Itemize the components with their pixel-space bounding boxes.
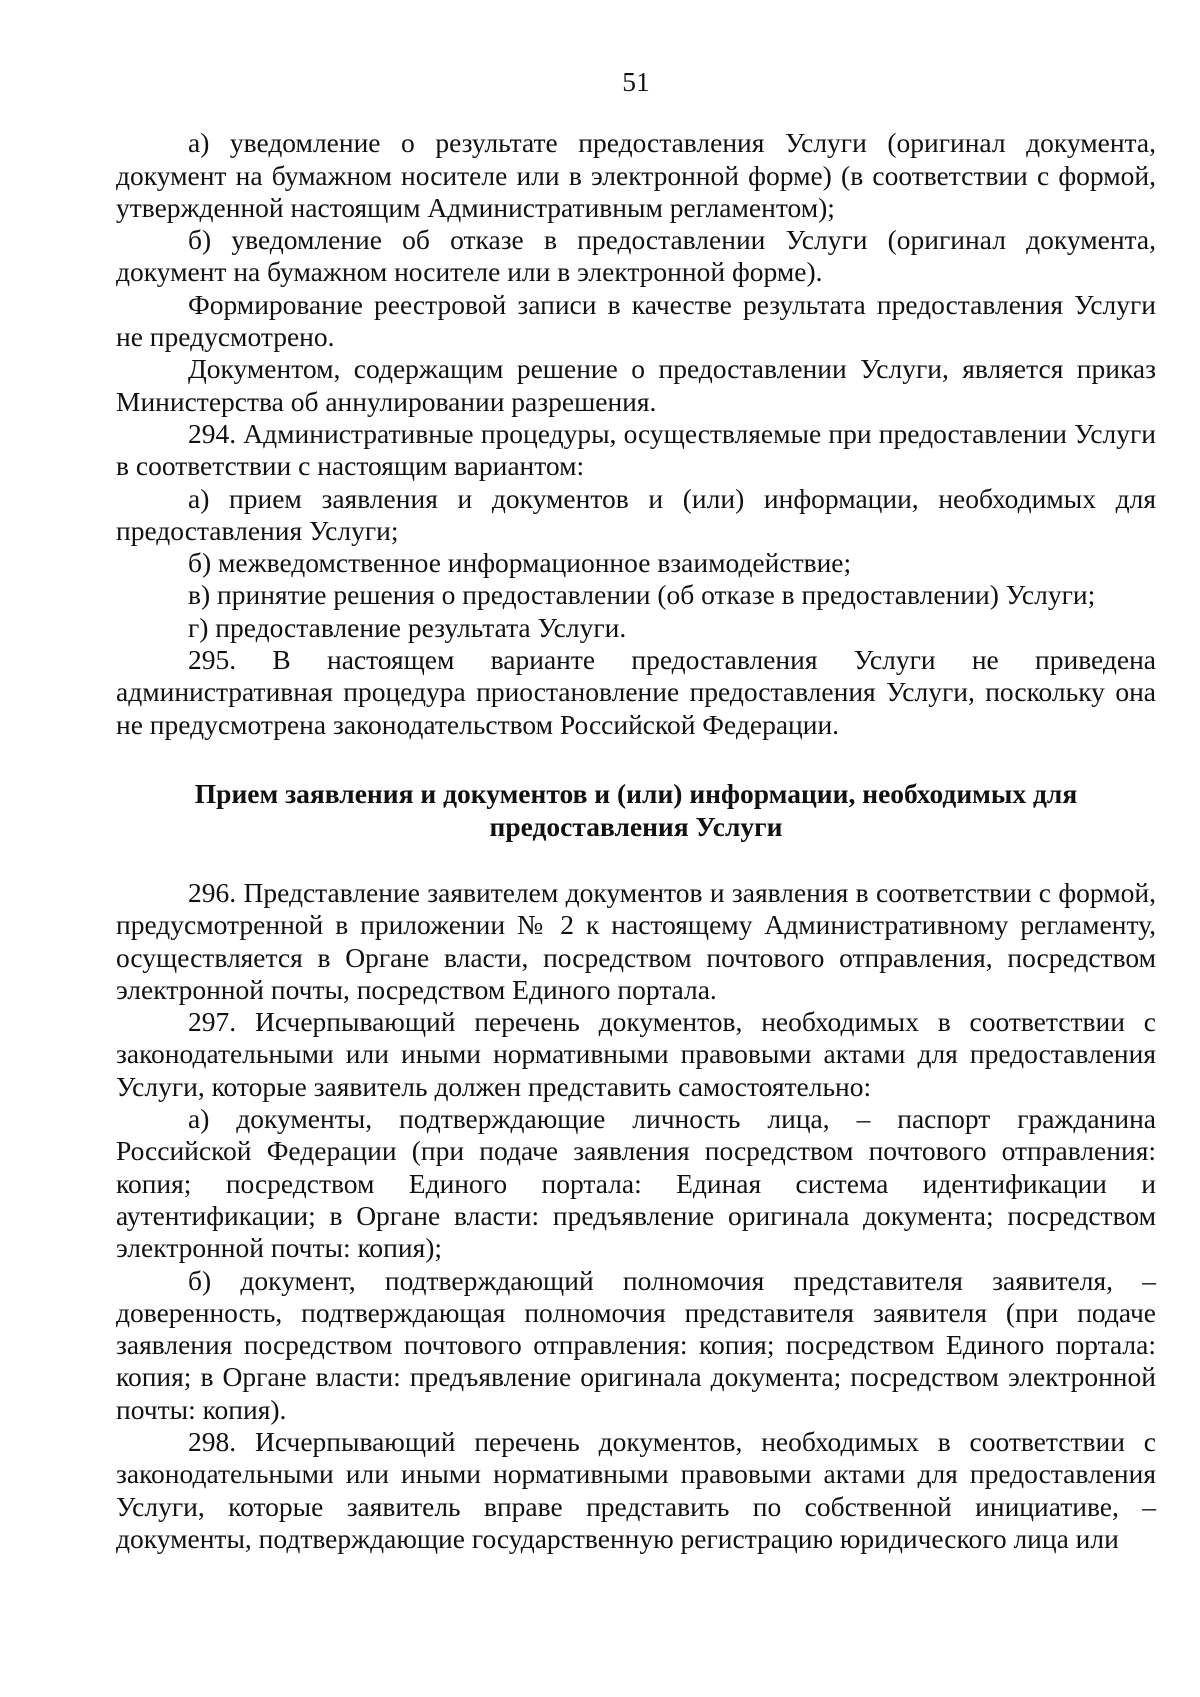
- section-heading-line-1: Прием заявления и документов и (или) информации, необходимых для: [194, 777, 1078, 809]
- paragraph-294-v: в) принятие решения о предоставлении (об отказе в предоставлении) Услуги;: [188, 579, 1096, 611]
- paragraph-294-a: а) прием заявления и документов и (или) информации, необходимых для предоставления Услуги;: [116, 482, 1156, 546]
- application-section: [116, 877, 1156, 1555]
- section-heading: [116, 777, 1156, 843]
- paragraph-result-notification: а) уведомление о результате предоставления Услуги (оригинал документа, документ на бумажном носителе или в электронной форме) (в соответствии с формой, утвержденной настоящим Административным регламентом);: [116, 127, 1156, 223]
- document-page: [116, 66, 1156, 1555]
- paragraph-registry-record: Формирование реестровой записи в качестве результата предоставления Услуги не предусмотрено.: [116, 288, 1156, 353]
- page-number: 51: [622, 66, 650, 97]
- paragraph-295: 295. В настоящем варианте предоставления Услуги не приведена административная процедура приостановление предоставления Услуги, поскольку она не предусмотрена законодательством Российской Федерации.: [116, 644, 1156, 740]
- paragraph-297-a: а) документы, подтверждающие личность лица, – паспорт гражданина Российской Федерации (при подаче заявления посредством почтового отправления: копия; посредством Единого портала: Единая система идентификации и аутентификации; в Органе власти: предъявление оригинала документа; посредством электронной почты: копия);: [116, 1103, 1156, 1264]
- paragraph-decision-document: Документом, содержащим решение о предоставлении Услуги, является приказ Министерства об аннулировании разрешения.: [116, 353, 1156, 417]
- paragraph-298: 298. Исчерпывающий перечень документов, необходимых в соответствии с законодательными или иными нормативными правовыми актами для предоставления Услуги, которые заявитель вправе представить по собственной инициативе, – документы, подтверждающие государственную регистрацию юридического лица или: [116, 1425, 1156, 1554]
- paragraph-296: 296. Представление заявителем документов и заявления в соответствии с формой, предусмотренной в приложении № 2 к настоящему Административному регламенту, осуществляется в Органе власти, посредством почтового отправления, посредством электронной почты, посредством Единого портала.: [116, 876, 1156, 1005]
- result-section: [116, 127, 1156, 741]
- section-heading-line-2: предоставления Услуги: [489, 810, 783, 842]
- paragraph-297: 297. Исчерпывающий перечень документов, необходимых в соответствии с законодательными или иными нормативными правовыми актами для предоставления Услуги, которые заявитель должен представить самостоятельно:: [116, 1006, 1156, 1102]
- paragraph-refusal-notification: б) уведомление об отказе в предоставлении Услуги (оригинал документа, документ на бумажном носителе или в электронной форме).: [116, 224, 1156, 288]
- paragraph-294-g: г) предоставление результата Услуги.: [188, 611, 627, 643]
- paragraph-294-b: б) межведомственное информационное взаимодействие;: [188, 547, 852, 579]
- paragraph-297-b: б) документ, подтверждающий полномочия представителя заявителя, – доверенность, подтверждающая полномочия представителя заявителя (при подаче заявления посредством почтового отправления: копия; посредством Единого портала: копия; в Органе власти: предъявление оригинала документа; посредством электронной почты: копия).: [116, 1264, 1156, 1425]
- paragraph-294: 294. Административные процедуры, осуществляемые при предоставлении Услуги в соответствии с настоящим вариантом:: [116, 417, 1156, 482]
